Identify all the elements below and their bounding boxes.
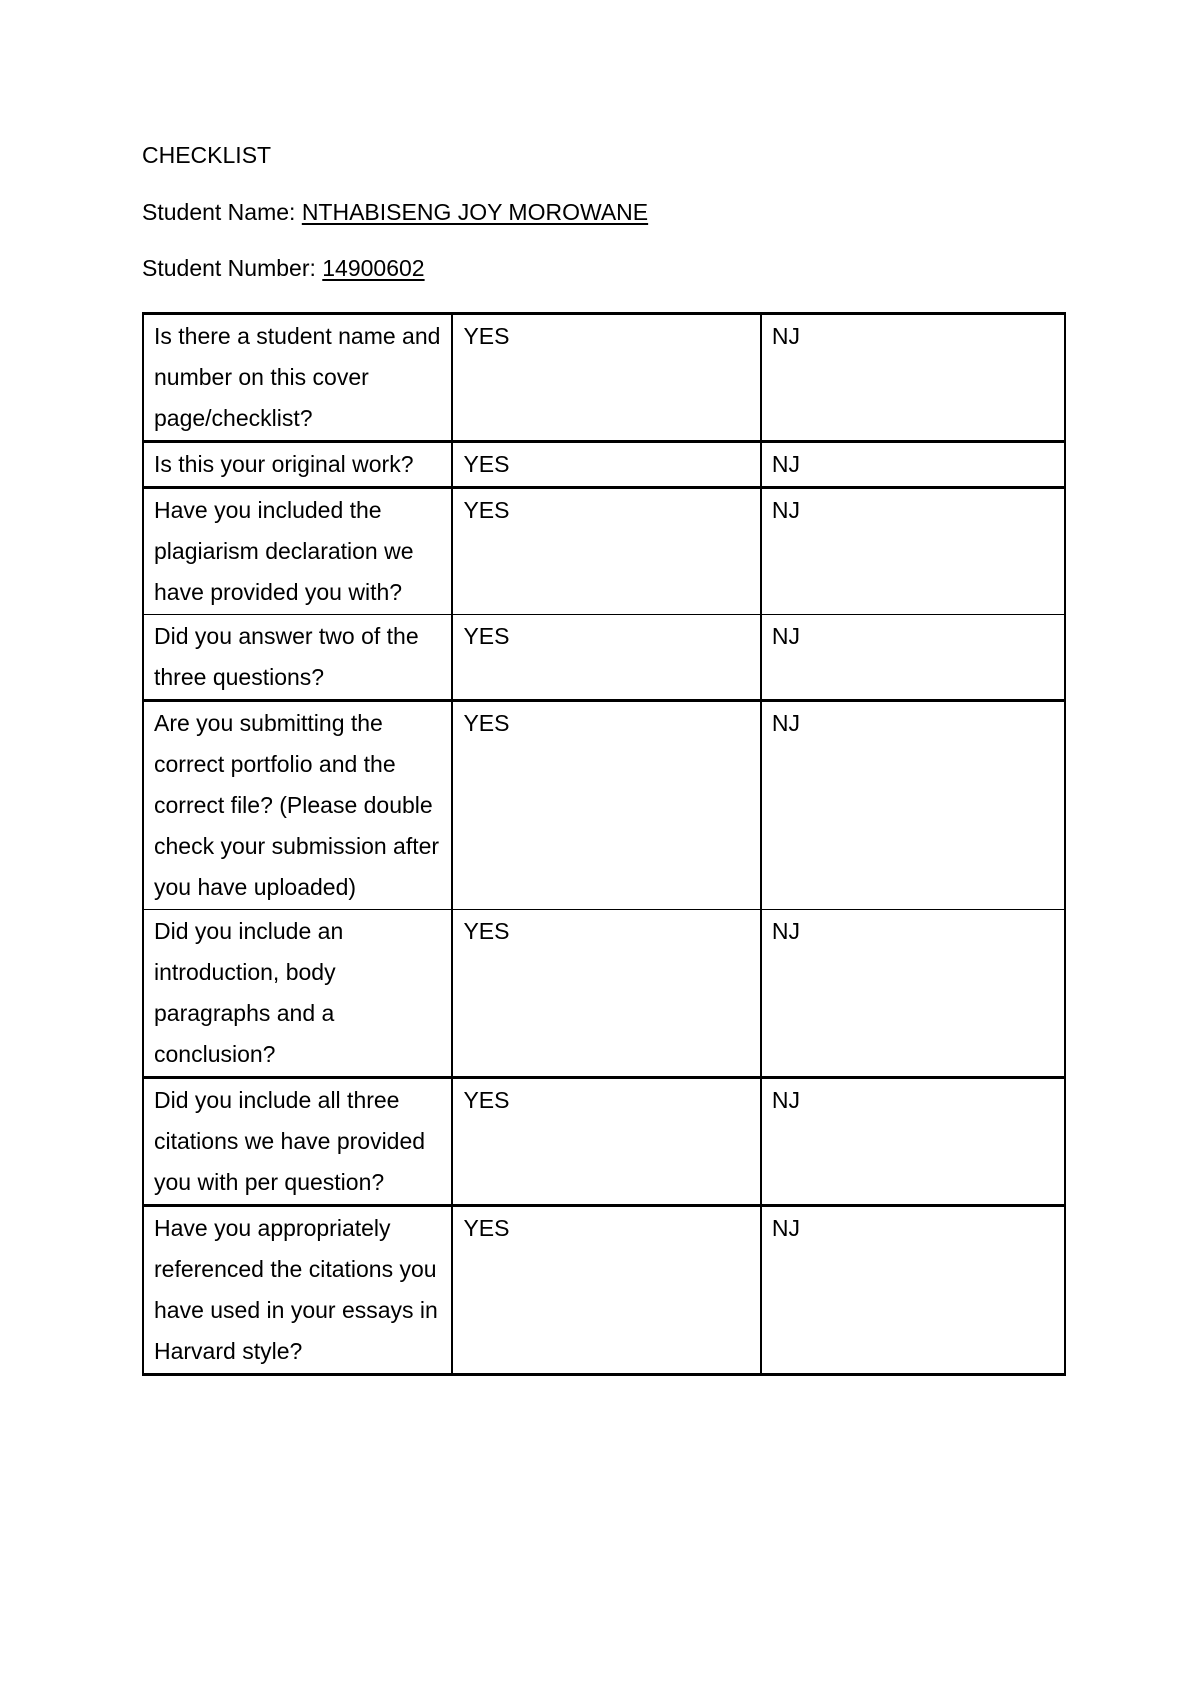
initials-cell: NJ bbox=[761, 1078, 1065, 1206]
answer-cell: YES bbox=[452, 488, 760, 615]
answer-cell: YES bbox=[452, 442, 760, 488]
initials-cell: NJ bbox=[761, 442, 1065, 488]
checklist-row bbox=[143, 1206, 1065, 1375]
initials-cell: NJ bbox=[761, 701, 1065, 910]
student-number-value: 14900602 bbox=[322, 255, 425, 281]
checklist-table bbox=[142, 312, 1066, 1376]
checklist-row bbox=[143, 442, 1065, 488]
answer-cell: YES bbox=[452, 701, 760, 910]
initials-cell: NJ bbox=[761, 615, 1065, 701]
question-cell: Is there a student name and number on this cover page/checklist? bbox=[143, 314, 452, 442]
question-cell: Is this your original work? bbox=[143, 442, 452, 488]
answer-cell: YES bbox=[452, 314, 760, 442]
answer-cell: YES bbox=[452, 615, 760, 701]
student-name-value: NTHABISENG JOY MOROWANE bbox=[301, 199, 649, 225]
initials-cell: NJ bbox=[761, 1206, 1065, 1375]
question-cell: Did you include all three citations we have provided you with per question? bbox=[143, 1078, 452, 1206]
checklist-row bbox=[143, 314, 1065, 442]
question-cell: Have you appropriately referenced the citations you have used in your essays in Harvard style? bbox=[143, 1206, 452, 1375]
checklist-row bbox=[143, 910, 1065, 1078]
question-cell: Have you included the plagiarism declaration we have provided you with? bbox=[143, 488, 452, 615]
student-name-line bbox=[142, 198, 648, 226]
question-cell: Did you answer two of the three questions? bbox=[143, 615, 452, 701]
checklist-row bbox=[143, 488, 1065, 615]
student-number-line bbox=[142, 254, 425, 282]
checklist-row bbox=[143, 615, 1065, 701]
answer-cell: YES bbox=[452, 910, 760, 1078]
question-cell: Did you include an introduction, body paragraphs and a conclusion? bbox=[143, 910, 452, 1078]
student-name-label: Student Name: bbox=[142, 199, 302, 225]
page-title: CHECKLIST bbox=[142, 142, 272, 168]
answer-cell: YES bbox=[452, 1206, 760, 1375]
answer-cell: YES bbox=[452, 1078, 760, 1206]
checklist-row bbox=[143, 701, 1065, 910]
initials-cell: NJ bbox=[761, 314, 1065, 442]
initials-cell: NJ bbox=[761, 488, 1065, 615]
checklist-row bbox=[143, 1078, 1065, 1206]
student-number-label: Student Number: bbox=[142, 255, 323, 281]
initials-cell: NJ bbox=[761, 910, 1065, 1078]
question-cell: Are you submitting the correct portfolio and the correct file? (Please double check your submission after you have uploaded) bbox=[143, 701, 452, 910]
